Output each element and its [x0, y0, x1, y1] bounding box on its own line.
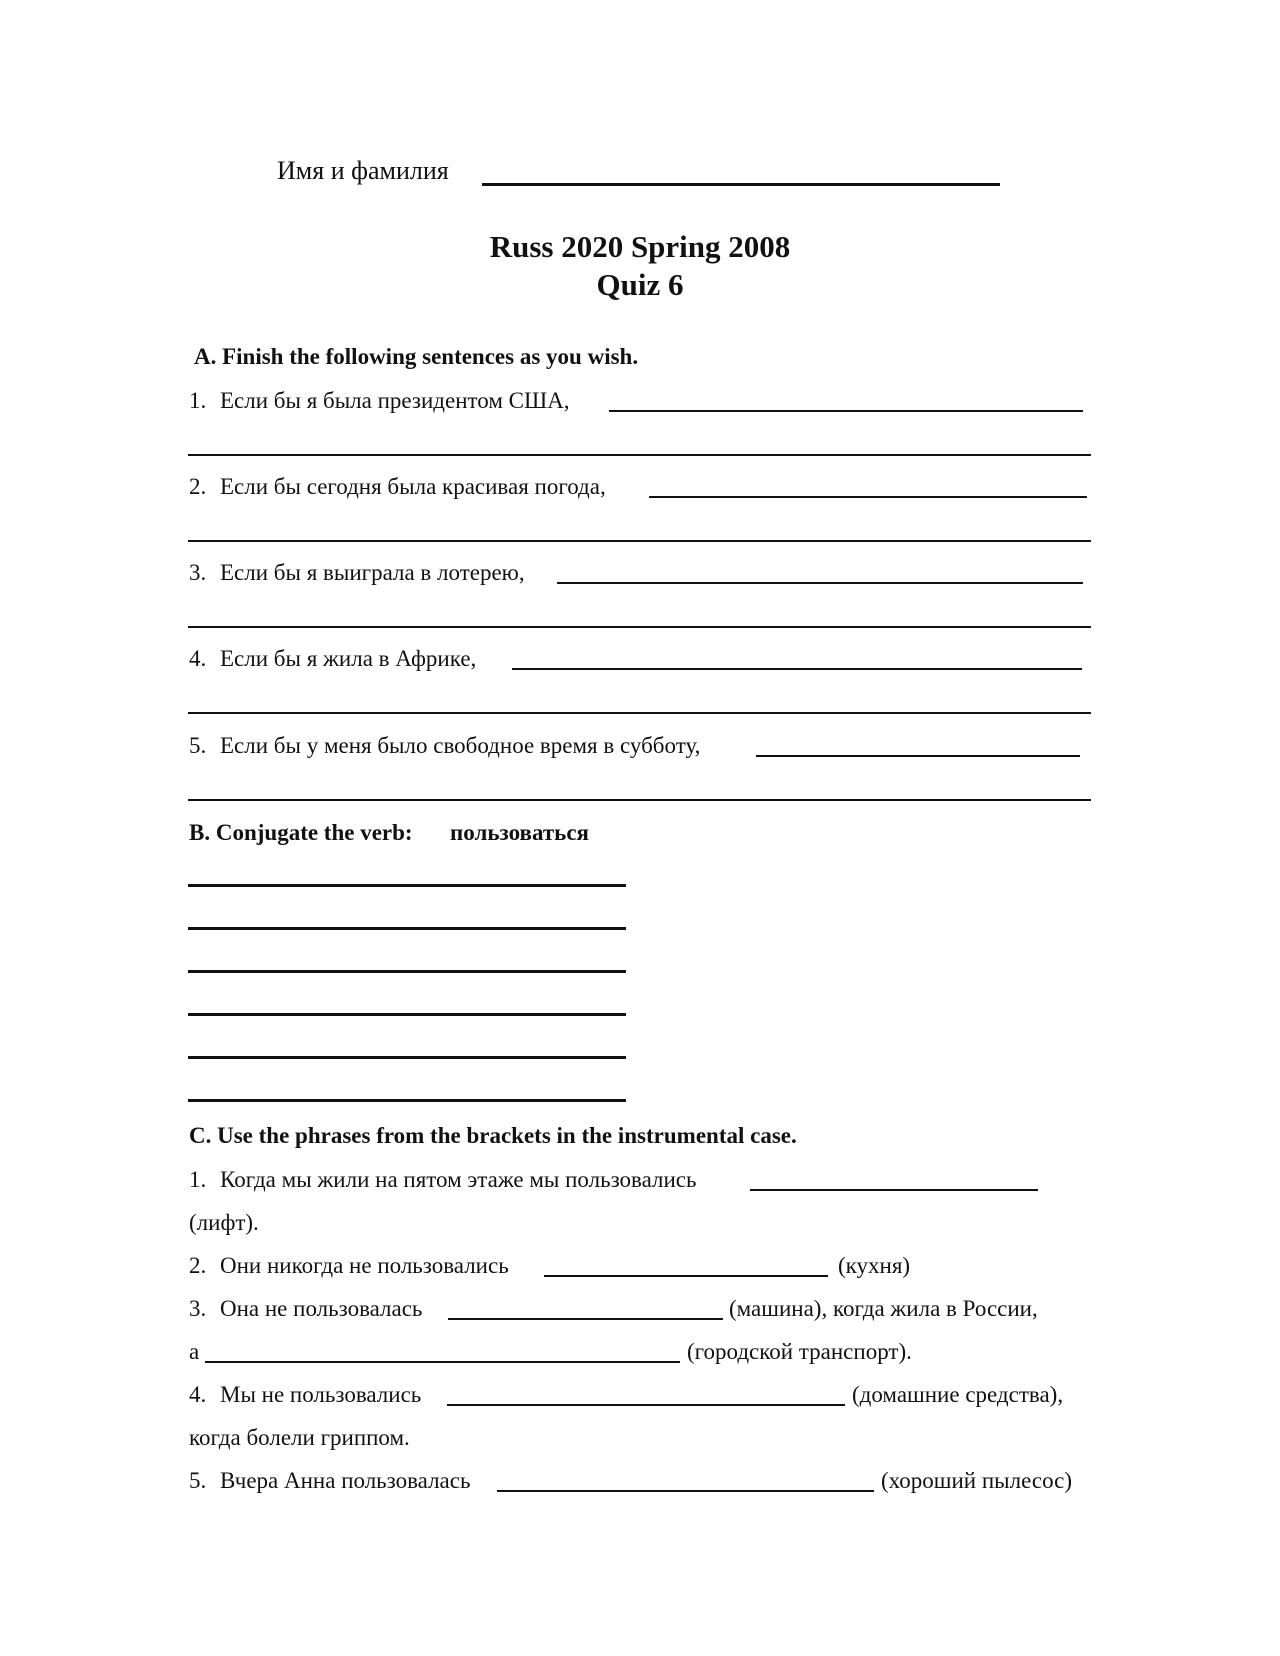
section-c-item-number: 3. [189, 1296, 207, 1321]
section-c-item-text: Мы не пользовались [220, 1382, 422, 1407]
section-a-item-number: 2. [189, 474, 207, 499]
section-a-heading: A. Finish the following sentences as you wish. [194, 344, 639, 369]
name-label: Имя и фамилия [277, 156, 449, 185]
conjugation-line[interactable] [188, 884, 626, 887]
section-a-item-number: 4. [189, 646, 207, 671]
section-c-bracket: (лифт). [189, 1210, 259, 1235]
section-c-bracket: (машина), когда жила в России, [729, 1296, 1038, 1321]
answer-line[interactable] [609, 410, 1083, 412]
section-c-item-number: 1. [189, 1167, 207, 1192]
answer-line[interactable] [750, 1189, 1038, 1191]
quiz-title: Russ 2020 Spring 2008 [489, 229, 791, 264]
answer-line[interactable] [188, 626, 1091, 628]
section-c-bracket: (городской транспорт). [687, 1339, 912, 1364]
answer-line[interactable] [756, 755, 1080, 757]
section-c-bracket: (хороший пылесос) [881, 1468, 1073, 1493]
section-c-item-text: Когда мы жили на пятом этаже мы пользовались [220, 1167, 697, 1192]
section-a-item-number: 3. [189, 560, 207, 585]
section-c-item-text: Вчера Анна пользовалась [220, 1468, 471, 1493]
name-answer-line[interactable] [482, 183, 1000, 186]
answer-line[interactable] [448, 1318, 723, 1320]
section-b-verb: пользоваться [450, 820, 589, 845]
section-b-heading: B. Conjugate the verb: [189, 820, 413, 845]
section-a-item-text: Если бы я жила в Африке, [220, 646, 477, 671]
answer-line[interactable] [188, 454, 1091, 456]
section-c-continuation: когда болели гриппом. [189, 1425, 410, 1450]
answer-line[interactable] [649, 496, 1087, 498]
answer-line[interactable] [188, 799, 1091, 801]
answer-line[interactable] [188, 712, 1091, 714]
section-a-item-text: Если бы я выиграла в лотерею, [220, 560, 525, 585]
section-c-item-text: Они никогда не пользовались [220, 1253, 509, 1278]
section-c-item-number: 5. [189, 1468, 207, 1493]
conjugation-line[interactable] [188, 1099, 626, 1102]
section-a-item-text: Если бы я была президентом США, [220, 388, 570, 413]
conjugation-line[interactable] [188, 970, 626, 973]
answer-line[interactable] [512, 668, 1082, 670]
conjugation-line[interactable] [188, 927, 626, 930]
conjugation-line[interactable] [188, 1013, 626, 1016]
section-c-heading: C. Use the phrases from the brackets in the instrumental case. [189, 1123, 797, 1148]
answer-line[interactable] [205, 1361, 680, 1363]
section-c-prefix: а [189, 1339, 200, 1364]
section-c-item-number: 2. [189, 1253, 207, 1278]
quiz-subtitle: Quiz 6 [596, 267, 684, 302]
section-a-item-text: Если бы у меня было свободное время в субботу, [220, 733, 701, 758]
section-a-item-number: 1. [189, 388, 207, 413]
section-c-item-text: Она не пользовалась [220, 1296, 423, 1321]
answer-line[interactable] [497, 1490, 874, 1492]
conjugation-line[interactable] [188, 1056, 626, 1059]
section-c-bracket: (кухня) [838, 1253, 911, 1278]
answer-line[interactable] [447, 1404, 845, 1406]
section-c-item-number: 4. [189, 1382, 207, 1407]
answer-line[interactable] [557, 582, 1083, 584]
section-c-bracket: (домашние средства), [852, 1382, 1064, 1407]
answer-line[interactable] [188, 540, 1091, 542]
section-a-item-text: Если бы сегодня была красивая погода, [220, 474, 606, 499]
answer-line[interactable] [544, 1275, 828, 1277]
section-a-item-number: 5. [189, 733, 207, 758]
